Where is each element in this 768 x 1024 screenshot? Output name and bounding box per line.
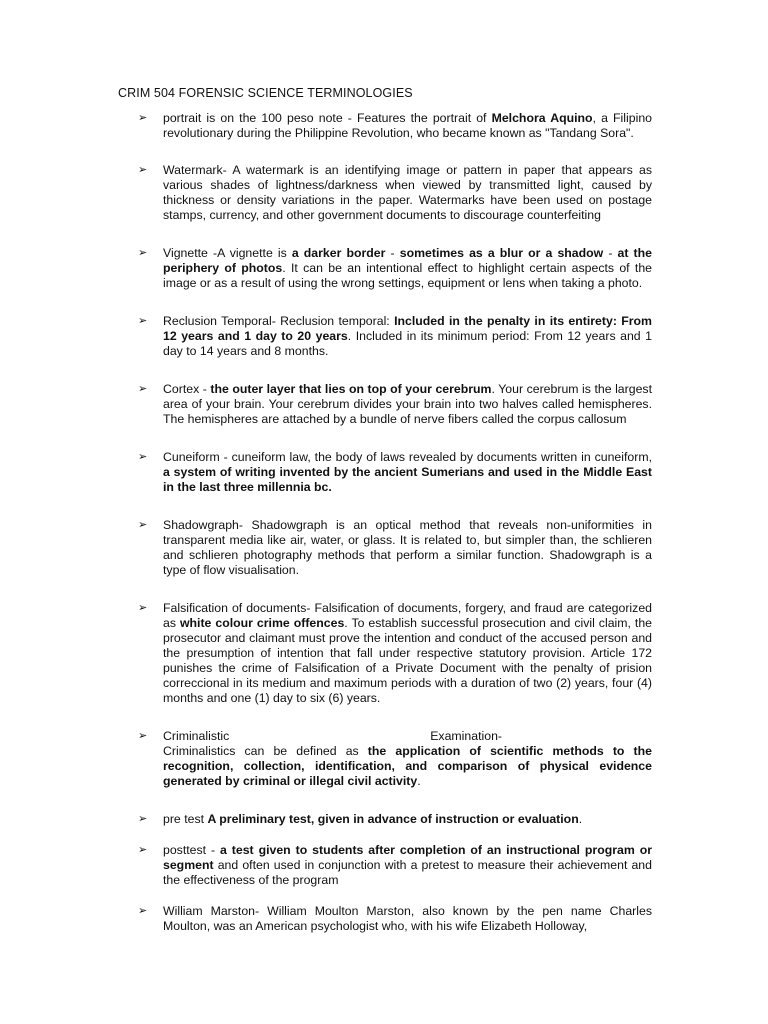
bullet-arrow-icon: ➢: [138, 112, 148, 124]
term-item: [138, 904, 652, 934]
term-heading-part: Examination-: [430, 729, 502, 743]
emphasis-text: a system of writing invented by the ancient Sumerians and used in the Middle East in the last three millennia bc.: [163, 465, 652, 494]
term-heading-part: Criminalistic: [163, 729, 230, 743]
body-text: portrait is on the 100 peso note - Features the portrait of: [163, 111, 492, 125]
term-definition: [163, 518, 652, 578]
bullet-arrow-icon: ➢: [138, 164, 148, 176]
emphasis-text: a darker border: [291, 246, 386, 260]
emphasis-text: a test given to students after completion of an instructional program or segment: [163, 843, 652, 872]
body-text: .: [417, 774, 421, 788]
term-definition: [163, 163, 652, 223]
emphasis-text: at the periphery of photos: [163, 246, 652, 275]
term-item: [138, 246, 652, 291]
emphasis-text: Melchora Aquino: [491, 111, 593, 125]
term-item: [138, 812, 652, 827]
term-item: [138, 729, 652, 789]
body-text: posttest -: [163, 843, 221, 857]
term-definition: [163, 450, 652, 495]
term-item: [138, 382, 652, 427]
bullet-arrow-icon: ➢: [138, 730, 148, 742]
body-text: Cuneiform - cuneiform law, the body of laws revealed by documents written in cuneiform,: [163, 450, 652, 464]
body-text: . Included in its minimum period: From 12 years and 1 day to 14 years and 8 months.: [163, 329, 652, 358]
body-text: -: [385, 246, 400, 260]
term-definition: [163, 382, 652, 427]
term-heading: [163, 729, 652, 744]
body-text: . Your cerebrum is the largest area of your brain. Your cerebrum divides your brain into two halves called hemispheres. The hemispheres are attached by a bundle of nerve fibers called the corpus callosum: [163, 382, 652, 426]
term-definition: [163, 111, 652, 141]
emphasis-text: sometimes as a blur or a shadow: [399, 246, 604, 260]
bullet-arrow-icon: ➢: [138, 813, 148, 825]
term-item: [138, 111, 652, 141]
terminology-list: [138, 111, 652, 934]
term-definition: [163, 246, 652, 291]
term-definition: [163, 744, 652, 789]
emphasis-text: the outer layer that lies on top of your cerebrum: [210, 382, 492, 396]
bullet-arrow-icon: ➢: [138, 519, 148, 531]
term-item: [138, 601, 652, 706]
emphasis-text: A preliminary test, given in advance of instruction or evaluation: [207, 812, 579, 826]
bullet-arrow-icon: ➢: [138, 905, 148, 917]
term-item: [138, 314, 652, 359]
document-title: CRIM 504 FORENSIC SCIENCE TERMINOLOGIES: [118, 86, 413, 100]
body-text: Falsification of documents- Falsification of documents, forgery, and fraud are categorized as: [163, 601, 652, 630]
bullet-arrow-icon: ➢: [138, 315, 148, 327]
term-definition: [163, 314, 652, 359]
body-text: William Marston- William Moulton Marston, also known by the pen name Charles Moulton, was an American psychologist who, with his wife Elizabeth Holloway,: [163, 904, 652, 933]
term-definition: [163, 601, 652, 706]
body-text: Reclusion Temporal- Reclusion temporal:: [163, 314, 395, 328]
emphasis-text: Included in the penalty in its entirety: From 12 years and 1 day to 20 years: [163, 314, 652, 343]
term-item: [138, 450, 652, 495]
bullet-arrow-icon: ➢: [138, 602, 148, 614]
body-text: Watermark- A watermark is an identifying image or pattern in paper that appears as various shades of lightness/darkness when viewed by transmitted light, caused by thickness or density variations in the paper. Watermarks have been used on postage stamps, currency, and other government documents to discourage counterfeiting: [163, 163, 652, 222]
bullet-arrow-icon: ➢: [138, 247, 148, 259]
body-text: pre test: [163, 812, 208, 826]
term-item: [138, 163, 652, 223]
bullet-arrow-icon: ➢: [138, 451, 148, 463]
body-text: Cortex -: [163, 382, 211, 396]
emphasis-text: white colour crime offences: [179, 616, 345, 630]
term-definition: [163, 843, 652, 888]
term-item: [138, 518, 652, 578]
body-text: . It can be an intentional effect to highlight certain aspects of the image or as a result of using the wrong settings, equipment or lens when taking a photo.: [163, 261, 652, 290]
term-definition: [163, 812, 652, 827]
body-text: .: [578, 812, 583, 826]
emphasis-text: the application of scientific methods to the recognition, collection, identification, and comparison of physical evidence generated by criminal or illegal civil activity: [163, 744, 652, 788]
bullet-arrow-icon: ➢: [138, 844, 148, 856]
body-text: . To establish successful prosecution and civil claim, the prosecutor and claimant must prove the intention and conduct of the accused person and the presumption of intention that fall under respective statutory provision. Article 172 punishes the crime of Falsification of a Private Document with the penalty of prision correccional in its medium and maximum periods with a duration of two (2) years, four (4) months and one (1) day to six (6) years.: [163, 616, 652, 705]
body-text: Criminalistics can be defined as: [163, 744, 368, 758]
term-definition: [163, 904, 652, 934]
body-text: , a Filipino revolutionary during the Philippine Revolution, who became known as "Tandang Sora".: [163, 111, 653, 140]
term-item: [138, 843, 652, 888]
body-text: Vignette -A vignette is: [163, 246, 292, 260]
bullet-arrow-icon: ➢: [138, 383, 148, 395]
body-text: -: [603, 246, 618, 260]
body-text: Shadowgraph- Shadowgraph is an optical method that reveals non-uniformities in transparent media like air, water, or glass. It is related to, but simpler than, the schlieren and schlieren photography methods that perform a similar function. Shadowgraph is a type of flow visualisation.: [163, 518, 652, 577]
body-text: and often used in conjunction with a pretest to measure their achievement and the effectiveness of the program: [163, 858, 652, 887]
